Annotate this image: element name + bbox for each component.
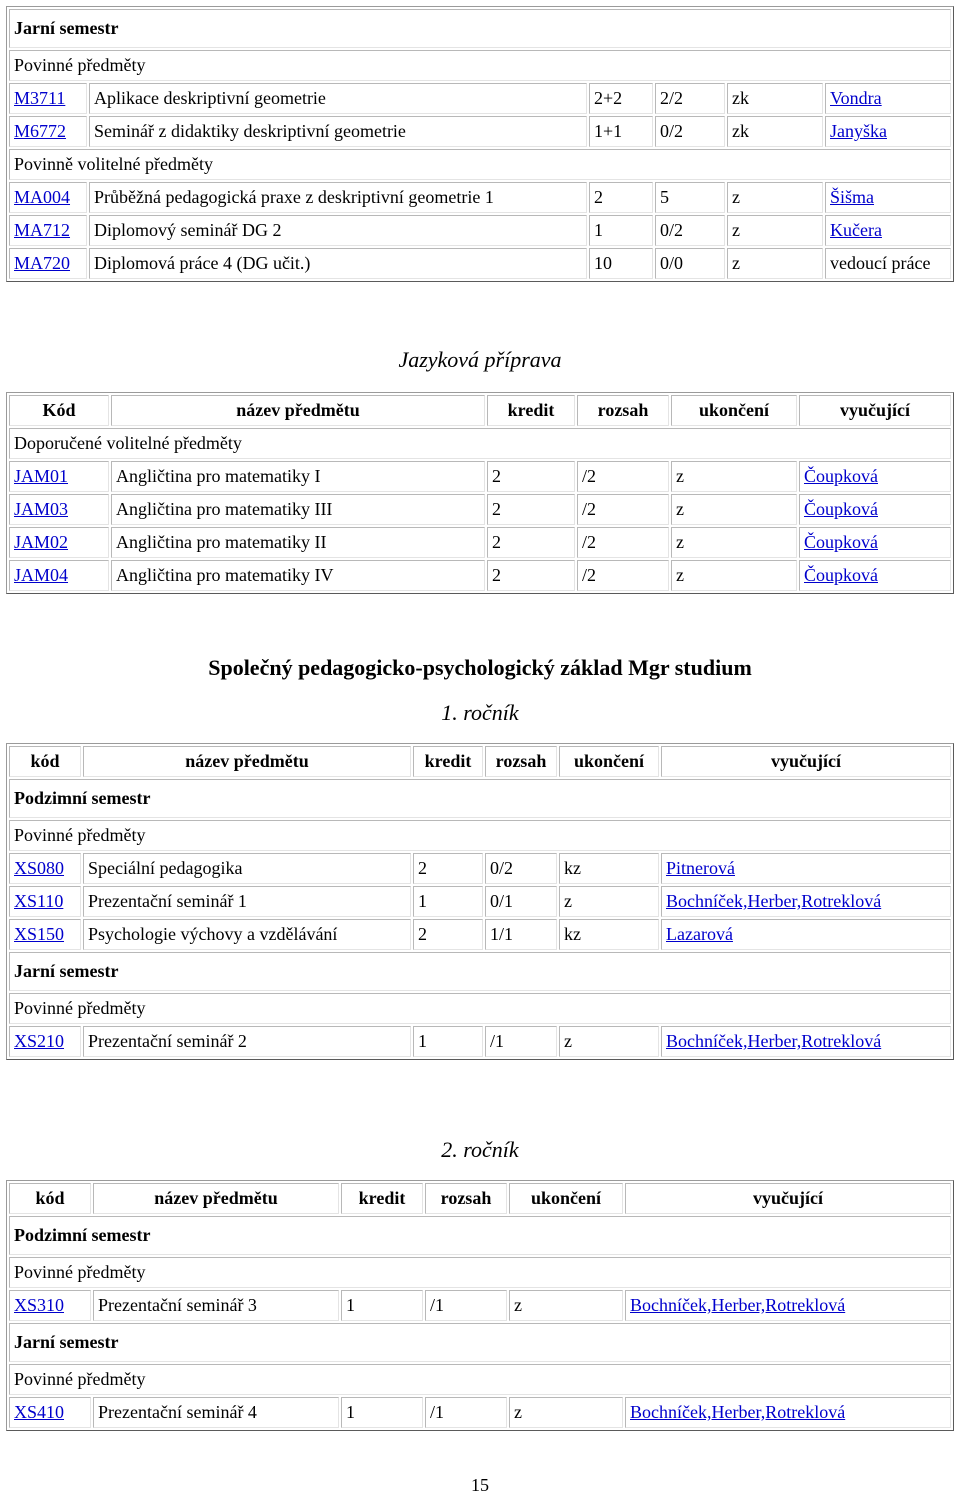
course-code-link[interactable]: JAM04 [14, 565, 69, 585]
course-scope: 0/0 [655, 248, 725, 279]
course-credit: 2 [487, 461, 575, 492]
teacher-link[interactable]: Šišma [830, 187, 875, 207]
teacher-link[interactable]: Pitnerová [666, 858, 735, 878]
course-name: Průběžná pedagogická praxe z deskriptivní geometrie 1 [89, 182, 587, 213]
table-row [9, 1026, 951, 1057]
year2-courses-table [6, 1180, 954, 1431]
semester-heading: Jarní semestr [9, 9, 951, 48]
course-name: Psychologie výchovy a vzdělávání [83, 919, 411, 950]
course-credit: 2 [589, 182, 653, 213]
column-header: vyučující [799, 395, 951, 426]
column-header: vyučující [661, 746, 951, 777]
course-credit: 10 [589, 248, 653, 279]
table-row [9, 560, 951, 591]
course-name: Diplomový seminář DG 2 [89, 215, 587, 246]
category-heading: Povinné předměty [9, 993, 951, 1024]
column-header: ukončení [559, 746, 659, 777]
course-name: Prezentační seminář 2 [83, 1026, 411, 1057]
teacher-link[interactable]: Bochníček,Herber,Rotreklová [630, 1295, 846, 1315]
column-header: vyučující [625, 1183, 951, 1214]
teacher-link[interactable]: Čoupková [804, 499, 878, 519]
course-code-link[interactable]: MA720 [14, 253, 71, 273]
semester-heading: Jarní semestr [9, 952, 951, 991]
course-completion: z [727, 248, 823, 279]
course-credit: 2 [413, 919, 483, 950]
course-completion: z [727, 182, 823, 213]
table-row [9, 461, 951, 492]
course-scope: /2 [577, 527, 669, 558]
column-header: kredit [341, 1183, 423, 1214]
course-credit: 1 [413, 1026, 483, 1057]
teacher-link[interactable]: Čoupková [804, 532, 878, 552]
course-completion: z [559, 1026, 659, 1057]
course-name: Angličtina pro matematiky IV [111, 560, 485, 591]
course-code-link[interactable]: XS150 [14, 924, 65, 944]
table-row [9, 494, 951, 525]
course-completion: z [509, 1290, 623, 1321]
table-row [9, 919, 951, 950]
course-credit: 2 [487, 560, 575, 591]
teacher-link[interactable]: Kučera [830, 220, 882, 240]
teacher-link[interactable]: Bochníček,Herber,Rotreklová [630, 1402, 846, 1422]
course-scope: 5 [655, 182, 725, 213]
year-title-2: 2. ročník [441, 1137, 519, 1162]
column-header: kredit [413, 746, 483, 777]
course-scope: /2 [577, 560, 669, 591]
column-header: kód [9, 746, 81, 777]
table-row [9, 182, 951, 213]
course-code-link[interactable]: MA004 [14, 187, 71, 207]
course-code-link[interactable]: JAM02 [14, 532, 69, 552]
course-scope: 0/2 [655, 116, 725, 147]
course-completion: z [509, 1397, 623, 1428]
course-code-link[interactable]: XS310 [14, 1295, 65, 1315]
course-completion: kz [559, 919, 659, 950]
page-number: 15 [471, 1475, 489, 1495]
column-header: rozsah [577, 395, 669, 426]
table-row [9, 116, 951, 147]
column-header: název předmětu [93, 1183, 339, 1214]
course-completion: z [671, 560, 797, 591]
course-completion: z [727, 215, 823, 246]
course-name: Speciální pedagogika [83, 853, 411, 884]
course-credit: 2+2 [589, 83, 653, 114]
course-scope: 1/1 [485, 919, 557, 950]
semester-heading: Podzimní semestr [9, 1216, 951, 1255]
year1-courses-table [6, 743, 954, 1060]
course-code-link[interactable]: MA712 [14, 220, 71, 240]
section-title-spolecny: Společný pedagogicko-psychologický základ Mgr studium [208, 655, 752, 680]
course-completion: z [671, 461, 797, 492]
course-code-link[interactable]: M6772 [14, 121, 67, 141]
column-header: ukončení [671, 395, 797, 426]
course-credit: 2 [487, 527, 575, 558]
course-code-link[interactable]: JAM01 [14, 466, 69, 486]
course-scope: /1 [425, 1290, 507, 1321]
course-credit: 1 [413, 886, 483, 917]
column-header: kód [9, 1183, 91, 1214]
semester-heading: Jarní semestr [9, 1323, 951, 1362]
teacher-link[interactable]: Čoupková [804, 466, 878, 486]
column-header: ukončení [509, 1183, 623, 1214]
course-scope: /2 [577, 461, 669, 492]
language-courses-table [6, 392, 954, 594]
section-title-jazykova: Jazyková příprava [398, 347, 562, 372]
course-completion: z [671, 527, 797, 558]
course-scope: 2/2 [655, 83, 725, 114]
course-completion: zk [727, 83, 823, 114]
table-row [9, 527, 951, 558]
teacher-link[interactable]: Čoupková [804, 565, 878, 585]
course-name: Seminář z didaktiky deskriptivní geometrie [89, 116, 587, 147]
table-row [9, 215, 951, 246]
category-heading: Povinné předměty [9, 1364, 951, 1395]
course-scope: 0/2 [655, 215, 725, 246]
course-name: Angličtina pro matematiky I [111, 461, 485, 492]
course-name: Diplomová práce 4 (DG učit.) [89, 248, 587, 279]
category-heading: Povinné předměty [9, 820, 951, 851]
course-code-link[interactable]: XS410 [14, 1402, 65, 1422]
table-row [9, 1290, 951, 1321]
geometry-courses-table [6, 6, 954, 282]
course-credit: 2 [413, 853, 483, 884]
course-code-link[interactable]: M3711 [14, 88, 66, 108]
course-code-link[interactable]: XS110 [14, 891, 64, 911]
teacher-link[interactable]: Janyška [830, 121, 887, 141]
teacher-link[interactable]: Lazarová [666, 924, 733, 944]
table-row [9, 886, 951, 917]
table-row [9, 853, 951, 884]
course-name: Aplikace deskriptivní geometrie [89, 83, 587, 114]
teacher-link[interactable]: Vondra [830, 88, 882, 108]
teacher-name: vedoucí práce [825, 248, 951, 279]
category-heading: Doporučené volitelné předměty [9, 428, 951, 459]
course-scope: /1 [485, 1026, 557, 1057]
course-code-link[interactable]: XS210 [14, 1031, 65, 1051]
course-name: Prezentační seminář 1 [83, 886, 411, 917]
course-credit: 1 [589, 215, 653, 246]
table-row [9, 83, 951, 114]
course-credit: 1 [341, 1397, 423, 1428]
course-credit: 2 [487, 494, 575, 525]
teacher-link[interactable]: Bochníček,Herber,Rotreklová [666, 1031, 882, 1051]
column-header: rozsah [485, 746, 557, 777]
course-name: Angličtina pro matematiky III [111, 494, 485, 525]
column-header: název předmětu [83, 746, 411, 777]
course-completion: kz [559, 853, 659, 884]
course-completion: z [559, 886, 659, 917]
course-completion: zk [727, 116, 823, 147]
category-heading: Povinně volitelné předměty [9, 149, 951, 180]
column-header: Kód [9, 395, 109, 426]
table-row [9, 248, 951, 279]
column-header: rozsah [425, 1183, 507, 1214]
course-name: Angličtina pro matematiky II [111, 527, 485, 558]
course-scope: 0/1 [485, 886, 557, 917]
semester-heading: Podzimní semestr [9, 779, 951, 818]
course-credit: 1 [341, 1290, 423, 1321]
course-completion: z [671, 494, 797, 525]
course-scope: /1 [425, 1397, 507, 1428]
category-heading: Povinné předměty [9, 50, 951, 81]
year-title-1: 1. ročník [441, 700, 519, 725]
course-name: Prezentační seminář 3 [93, 1290, 339, 1321]
table-row [9, 1397, 951, 1428]
course-code-link[interactable]: JAM03 [14, 499, 69, 519]
column-header: název předmětu [111, 395, 485, 426]
course-code-link[interactable]: XS080 [14, 858, 65, 878]
course-scope: 0/2 [485, 853, 557, 884]
course-credit: 1+1 [589, 116, 653, 147]
course-scope: /2 [577, 494, 669, 525]
course-name: Prezentační seminář 4 [93, 1397, 339, 1428]
column-header: kredit [487, 395, 575, 426]
teacher-link[interactable]: Bochníček,Herber,Rotreklová [666, 891, 882, 911]
category-heading: Povinné předměty [9, 1257, 951, 1288]
